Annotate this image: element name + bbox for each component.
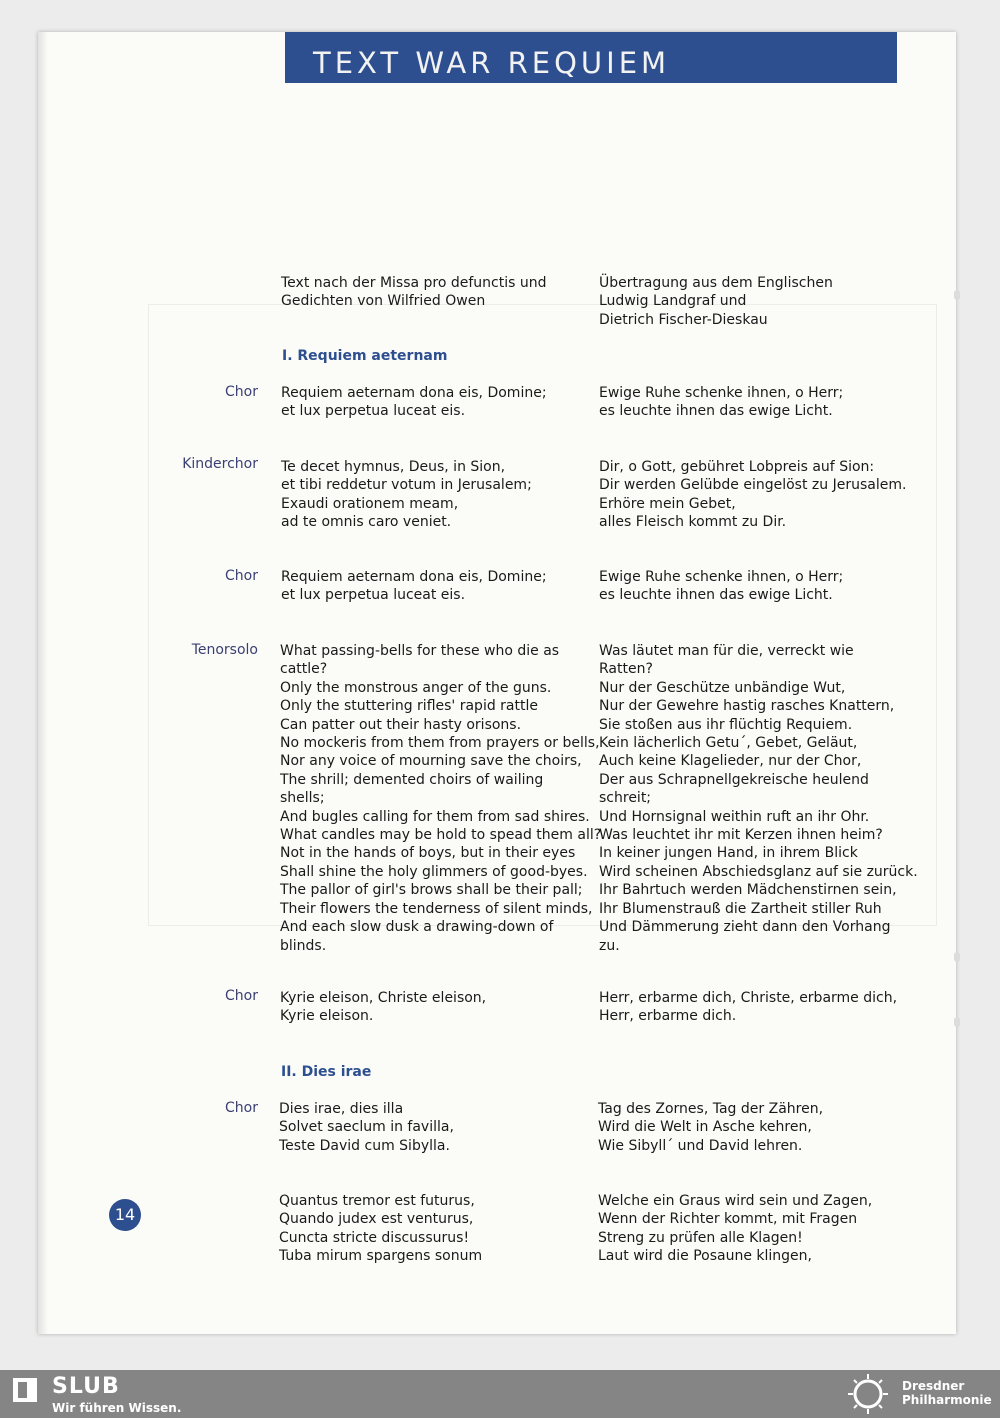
verse-line: Only the monstrous anger of the guns. xyxy=(280,679,552,696)
verse-line: Requiem aeternam dona eis, Domine; xyxy=(281,385,547,401)
verse-line: Wird die Welt in Asche kehren, xyxy=(598,1119,812,1136)
slub-logo-icon xyxy=(12,1377,38,1403)
intro-line: Ludwig Landgraf und xyxy=(599,293,747,310)
verse-line: Dies irae, dies illa xyxy=(279,1101,404,1117)
verse-line: Kyrie eleison, Christe eleison, xyxy=(280,990,487,1006)
verse-line: Wird scheinen Abschiedsglanz auf sie zurück. xyxy=(599,863,918,880)
german-text xyxy=(599,989,897,1026)
german-text xyxy=(598,1100,823,1155)
verse-line: et lux perpetua luceat eis. xyxy=(281,587,466,604)
verse-line: Sie stoßen aus ihr flüchtig Requiem. xyxy=(599,716,853,733)
verse-line: What candles may be hold to spead them all? xyxy=(280,827,602,844)
verse-line: es leuchte ihnen das ewige Licht. xyxy=(599,403,833,420)
verse-line: Te decet hymnus, Deus, in Sion, xyxy=(281,459,506,475)
verse-line: zu. xyxy=(599,937,620,954)
verse-line: cattle? xyxy=(280,661,328,678)
verse-line: The pallor of girl's brows shall be their pall; xyxy=(280,882,583,899)
verse-line: Shall shine the holy glimmers of good-byes. xyxy=(280,863,588,880)
speaker-label: Chor xyxy=(225,568,258,584)
verse-line: Dir, o Gott, gebühret Lobpreis auf Sion: xyxy=(599,459,875,475)
verse-line: And each slow dusk a drawing-down of xyxy=(280,919,554,936)
verse-line: Exaudi orationem meam, xyxy=(281,495,459,512)
verse-line: et lux perpetua luceat eis. xyxy=(281,403,466,420)
verse-line: Der aus Schrapnellgekreische heulend xyxy=(599,771,869,788)
latin-text xyxy=(279,1192,482,1266)
partner-name-line: Philharmonie xyxy=(902,1393,992,1407)
verse-line: Ewige Ruhe schenke ihnen, o Herr; xyxy=(599,569,844,585)
german-text xyxy=(598,1192,872,1266)
verse-line: Auch keine Klagelieder, nur der Chor, xyxy=(599,753,862,770)
verse-line: Herr, erbarme dich, Christe, erbarme dich, xyxy=(599,990,898,1006)
verse-line: alles Fleisch kommt zu Dir. xyxy=(599,514,787,531)
speaker-label: Tenorsolo xyxy=(191,642,258,658)
partner-name-line: Dresdner xyxy=(902,1379,965,1393)
page-number-badge: 14 xyxy=(109,1199,141,1231)
verse-line: Nur der Geschütze unbändige Wut, xyxy=(599,679,846,696)
intro-source-text xyxy=(281,274,547,311)
verse-line: shells; xyxy=(280,790,325,807)
verse-line: Quando judex est venturus, xyxy=(279,1211,474,1228)
german-text xyxy=(599,642,918,955)
verse-line: Kyrie eleison. xyxy=(280,1008,374,1025)
verse-line: Wie Sibyll´ und David lehren. xyxy=(598,1137,803,1154)
speaker-label: Chor xyxy=(225,384,258,400)
verse-line: The shrill; demented choirs of wailing xyxy=(280,771,544,788)
speaker-label: Chor xyxy=(225,988,258,1004)
intro-line: Dietrich Fischer-Dieskau xyxy=(599,311,768,328)
speaker-label: Kinderchor xyxy=(182,456,258,472)
verse-line: Cuncta stricte discussurus! xyxy=(279,1229,470,1246)
verse-line: Tag des Zornes, Tag der Zähren, xyxy=(598,1101,824,1117)
verse-line: es leuchte ihnen das ewige Licht. xyxy=(599,587,833,604)
intro-translation-credit xyxy=(599,274,833,329)
verse-line: Nur der Gewehre hastig rasches Knattern, xyxy=(599,698,895,715)
verse-line: Erhöre mein Gebet, xyxy=(599,495,736,512)
verse-line: Ihr Blumenstrauß die Zartheit stiller Ruh xyxy=(599,900,882,917)
verse-line: Dir werden Gelübde eingelöst zu Jerusalem. xyxy=(599,477,907,494)
verse-line: Laut wird die Posaune klingen, xyxy=(598,1248,812,1265)
slub-tagline: Wir führen Wissen. xyxy=(52,1401,182,1415)
latin-text xyxy=(281,458,532,532)
latin-text xyxy=(281,384,547,421)
punch-hole xyxy=(954,1017,960,1027)
section-heading-dies-irae: II. Dies irae xyxy=(281,1064,372,1080)
speaker-label: Chor xyxy=(225,1100,258,1116)
verse-line: et tibi reddetur votum in Jerusalem; xyxy=(281,477,532,494)
verse-line: schreit; xyxy=(599,790,652,807)
verse-line: Requiem aeternam dona eis, Domine; xyxy=(281,569,547,585)
verse-line: Nor any voice of mourning save the choirs, xyxy=(280,753,582,770)
footer-bar xyxy=(0,1370,1000,1418)
verse-line: blinds. xyxy=(280,937,327,954)
german-text xyxy=(599,384,843,421)
slub-name: SLUB xyxy=(52,1374,120,1399)
section-heading-requiem-aeternam: I. Requiem aeternam xyxy=(282,348,448,364)
german-text xyxy=(599,458,906,532)
partner-name xyxy=(902,1379,992,1407)
verse-line: Streng zu prüfen alle Klagen! xyxy=(598,1229,803,1246)
philharmonie-logo-icon xyxy=(841,1372,895,1416)
verse-line: And bugles calling for them from sad shires. xyxy=(280,808,590,825)
verse-line: Welche ein Graus wird sein und Zagen, xyxy=(598,1193,873,1209)
verse-line: Can patter out their hasty orisons. xyxy=(280,716,522,733)
latin-text xyxy=(279,1100,454,1155)
verse-line: Und Dämmerung zieht dann den Vorhang xyxy=(599,919,891,936)
german-text xyxy=(599,568,843,605)
verse-line: Solvet saeclum in favilla, xyxy=(279,1119,454,1136)
latin-text xyxy=(281,568,547,605)
verse-line: Not in the hands of boys, but in their eyes xyxy=(280,845,576,862)
intro-line: Übertragung aus dem Englischen xyxy=(599,275,833,291)
page-gutter xyxy=(38,32,48,1334)
latin-text xyxy=(280,989,486,1026)
verse-line: Und Hornsignal weithin ruft an ihr Ohr. xyxy=(599,808,870,825)
english-poem-text xyxy=(280,642,601,955)
verse-line: Herr, erbarme dich. xyxy=(599,1008,737,1025)
intro-line: Text nach der Missa pro defunctis und xyxy=(281,275,547,291)
verse-line: Was läutet man für die, verreckt wie xyxy=(599,643,854,659)
verse-line: Ewige Ruhe schenke ihnen, o Herr; xyxy=(599,385,844,401)
verse-line: ad te omnis caro veniet. xyxy=(281,514,452,531)
page-title: TEXT WAR REQUIEM xyxy=(313,46,671,80)
verse-line: Ratten? xyxy=(599,661,653,678)
verse-line: Ihr Bahrtuch werden Mädchenstirnen sein, xyxy=(599,882,897,899)
punch-hole xyxy=(954,290,960,300)
verse-line: Quantus tremor est futurus, xyxy=(279,1193,475,1209)
punch-hole xyxy=(954,952,960,962)
verse-line: Wenn der Richter kommt, mit Fragen xyxy=(598,1211,858,1228)
verse-line: No mockeris from them from prayers or bells, xyxy=(280,735,600,752)
intro-line: Gedichten von Wilfried Owen xyxy=(281,293,486,310)
verse-line: What passing-bells for these who die as xyxy=(280,643,560,659)
verse-line: Tuba mirum spargens sonum xyxy=(279,1248,483,1265)
verse-line: Was leuchtet ihr mit Kerzen ihnen heim? xyxy=(599,827,883,844)
verse-line: Only the stuttering rifles' rapid rattle xyxy=(280,698,538,715)
verse-line: Kein lächerlich Getu´, Gebet, Geläut, xyxy=(599,735,858,752)
header-banner xyxy=(285,32,897,83)
verse-line: Their flowers the tenderness of silent minds, xyxy=(280,900,593,917)
verse-line: Teste David cum Sibylla. xyxy=(279,1137,450,1154)
verse-line: In keiner jungen Hand, in ihrem Blick xyxy=(599,845,858,862)
